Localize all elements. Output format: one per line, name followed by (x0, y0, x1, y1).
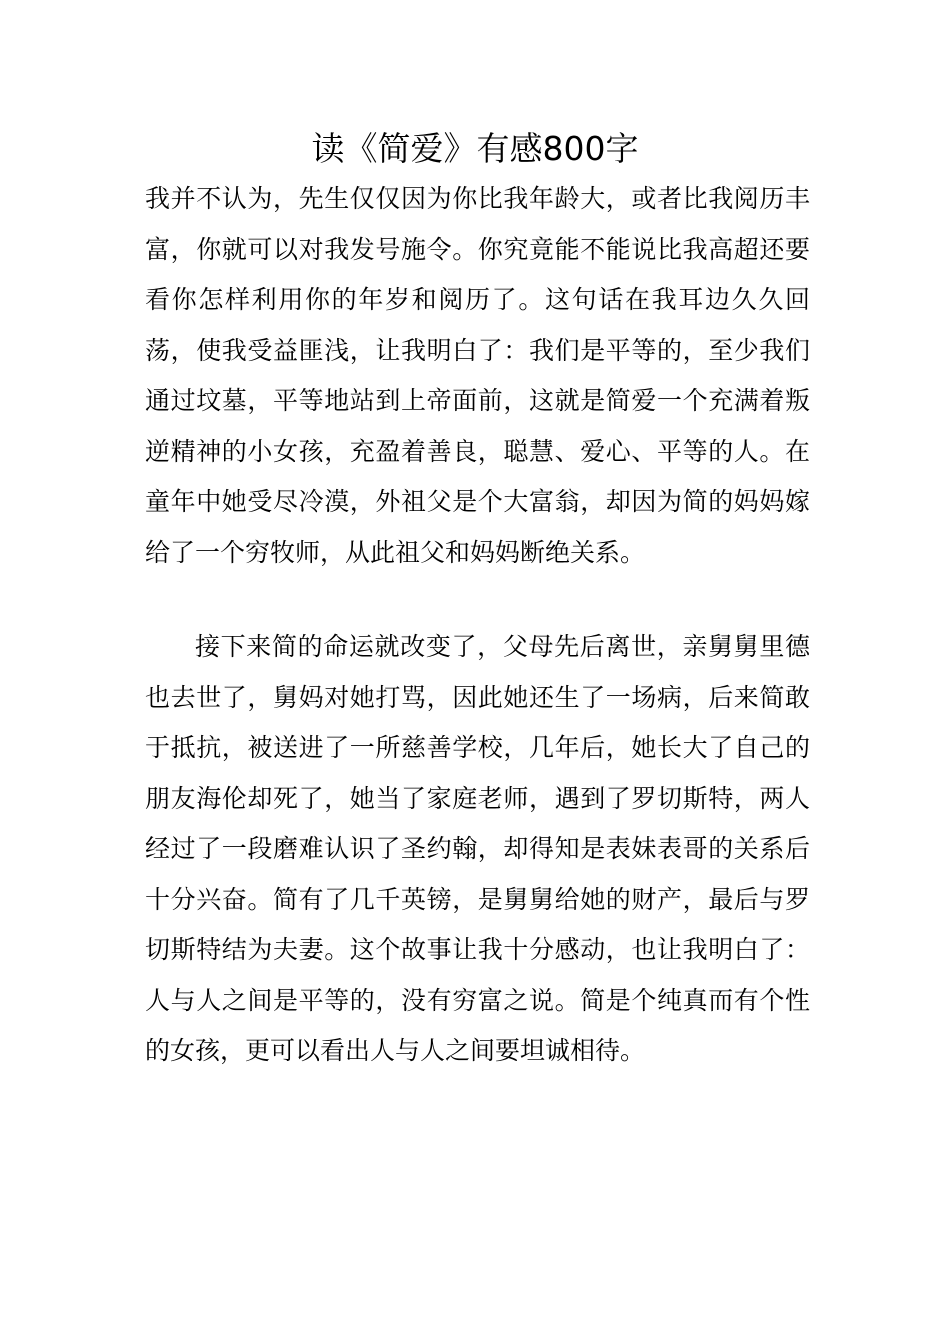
paragraph-1: 我并不认为，先生仅仅因为你比我年龄大，或者比我阅历丰富，你就可以对我发号施令。你究竟能不能说比我高超还要看你怎样利用你的年岁和阅历了。这句话在我耳边久久回荡，使我受益匪浅，让我明白了：我们是平等的，至少我们通过坟墓，平等地站到上帝面前，这就是简爱一个充满着叛逆精神的小女孩，充盈着善良，聪慧、爱心、平等的人。在童年中她受尽冷漠，外祖父是个大富翁，却因为简的妈妈嫁给了一个穷牧师，从此祖父和妈妈断绝关系。 (145, 184, 810, 567)
paragraph-2: 接下来简的命运就改变了，父母先后离世，亲舅舅里德也去世了，舅妈对她打骂，因此她还生了一场病，后来简敢于抵抗，被送进了一所慈善学校，几年后，她长大了自己的朋友海伦却死了，她当了家庭老师，遇到了罗切斯特，两人经过了一段磨难认识了圣约翰，却得知是表妹表哥的关系后十分兴奋。简有了几千英镑，是舅舅给她的财产，最后与罗切斯特结为夫妻。这个故事让我十分感动，也让我明白了：人与人之间是平等的，没有穷富之说。简是个纯真而有个性的女孩，更可以看出人与人之间要坦诚相待。 (145, 632, 810, 1065)
document-title: 读《简爱》有感800字 (311, 129, 639, 168)
